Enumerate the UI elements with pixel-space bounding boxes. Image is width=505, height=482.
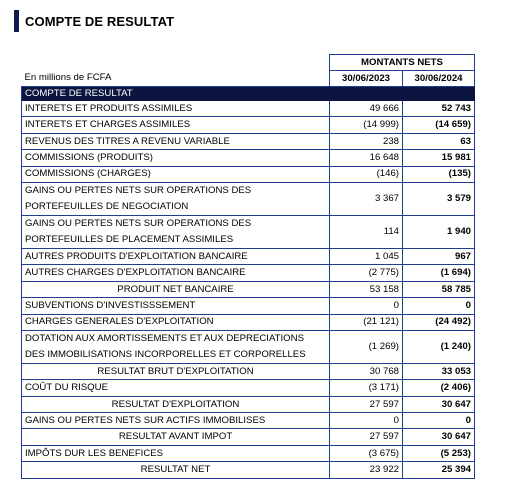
row-label: INTERETS ET CHARGES ASSIMILES: [22, 117, 330, 133]
section-title: COMPTE DE RESULTAT: [22, 87, 330, 102]
section-header-row: [22, 87, 475, 102]
value-2024: 33 053: [403, 363, 475, 379]
row-label: DOTATION AUX AMORTISSEMENTS ET AUX DEPRECIATIONS DES IMMOBILISATIONS INCORPORELLES ET CORPORELLES: [22, 330, 330, 363]
table-row: [22, 215, 475, 248]
row-label: GAINS OU PERTES NETS SUR OPERATIONS DES PORTEFEUILLES DE PLACEMENT ASSIMILES: [22, 215, 330, 248]
value-2023: (2 775): [330, 265, 403, 281]
table-row: [22, 101, 475, 117]
value-2024: (5 253): [403, 445, 475, 461]
value-2023: 27 597: [330, 429, 403, 445]
unit-label: En millions de FCFA: [22, 71, 330, 87]
value-2024: 3 579: [403, 182, 475, 215]
row-label: COÛT DU RISQUE: [22, 380, 330, 396]
value-2023: 16 648: [330, 150, 403, 166]
table-row: [22, 445, 475, 461]
value-2023: 27 597: [330, 396, 403, 412]
table-row: [22, 380, 475, 396]
value-2024: 0: [403, 413, 475, 429]
total-label: RESULTAT BRUT D'EXPLOITATION: [22, 363, 330, 379]
total-row: [22, 281, 475, 297]
row-label: AUTRES PRODUITS D'EXPLOITATION BANCAIRE: [22, 248, 330, 264]
table-row: [22, 314, 475, 330]
row-label: SUBVENTIONS D'INVESTISSSEMENT: [22, 298, 330, 314]
total-row: [22, 429, 475, 445]
value-2023: (21 121): [330, 314, 403, 330]
row-label: INTERETS ET PRODUITS ASSIMILES: [22, 101, 330, 117]
montants-nets-header: MONTANTS NETS: [330, 55, 475, 71]
value-2023: (1 269): [330, 330, 403, 363]
value-2023: 114: [330, 215, 403, 248]
value-2024: 63: [403, 133, 475, 149]
value-2024: 0: [403, 298, 475, 314]
row-label: COMMISSIONS (PRODUITS): [22, 150, 330, 166]
total-label: RESULTAT AVANT IMPOT: [22, 429, 330, 445]
row-label: COMMISSIONS (CHARGES): [22, 166, 330, 182]
value-2023: 238: [330, 133, 403, 149]
value-2023: (3 675): [330, 445, 403, 461]
value-2024: (2 406): [403, 380, 475, 396]
value-2024: (135): [403, 166, 475, 182]
column-header-2024: 30/06/2024: [403, 71, 475, 87]
value-2024: 52 743: [403, 101, 475, 117]
total-row: [22, 462, 475, 478]
table-row: [22, 150, 475, 166]
value-2023: 0: [330, 298, 403, 314]
value-2023: (3 171): [330, 380, 403, 396]
value-2024: (1 694): [403, 265, 475, 281]
row-label: GAINS OU PERTES NETS SUR OPERATIONS DES PORTEFEUILLES DE NEGOCIATION: [22, 182, 330, 215]
row-label: GAINS OU PERTES NETS SUR ACTIFS IMMOBILISES: [22, 413, 330, 429]
total-row: [22, 363, 475, 379]
page-title: COMPTE DE RESULTAT: [25, 13, 175, 29]
table-row: [22, 298, 475, 314]
value-2024: 15 981: [403, 150, 475, 166]
table-row: [22, 413, 475, 429]
header-row-dates: [22, 71, 475, 87]
value-2024: 25 394: [403, 462, 475, 478]
value-2024: 1 940: [403, 215, 475, 248]
table-row: [22, 265, 475, 281]
total-label: RESULTAT NET: [22, 462, 330, 478]
table-row: [22, 133, 475, 149]
table-row: [22, 117, 475, 133]
header-row-top: [22, 55, 475, 71]
value-2023: 0: [330, 413, 403, 429]
value-2024: 967: [403, 248, 475, 264]
total-label: RESULTAT D'EXPLOITATION: [22, 396, 330, 412]
table-row: [22, 248, 475, 264]
title-accent-bar: [14, 10, 19, 32]
income-statement-table: [21, 54, 475, 479]
value-2023: 30 768: [330, 363, 403, 379]
value-2024: (14 659): [403, 117, 475, 133]
row-label: CHARGES GENERALES D'EXPLOITATION: [22, 314, 330, 330]
table-row: [22, 166, 475, 182]
row-label: REVENUS DES TITRES A REVENU VARIABLE: [22, 133, 330, 149]
value-2023: (14 999): [330, 117, 403, 133]
total-label: PRODUIT NET BANCAIRE: [22, 281, 330, 297]
value-2023: 49 666: [330, 101, 403, 117]
value-2024: 58 785: [403, 281, 475, 297]
column-header-2023: 30/06/2023: [330, 71, 403, 87]
value-2024: 30 647: [403, 396, 475, 412]
value-2024: 30 647: [403, 429, 475, 445]
value-2024: (24 492): [403, 314, 475, 330]
value-2023: 53 158: [330, 281, 403, 297]
page-header: [14, 10, 174, 32]
value-2023: 3 367: [330, 182, 403, 215]
value-2023: 1 045: [330, 248, 403, 264]
table-row: [22, 182, 475, 215]
value-2024: (1 240): [403, 330, 475, 363]
row-label: IMPÔTS DUR LES BENEFICES: [22, 445, 330, 461]
row-label: AUTRES CHARGES D'EXPLOITATION BANCAIRE: [22, 265, 330, 281]
value-2023: 23 922: [330, 462, 403, 478]
table-row: [22, 330, 475, 363]
total-row: [22, 396, 475, 412]
value-2023: (146): [330, 166, 403, 182]
